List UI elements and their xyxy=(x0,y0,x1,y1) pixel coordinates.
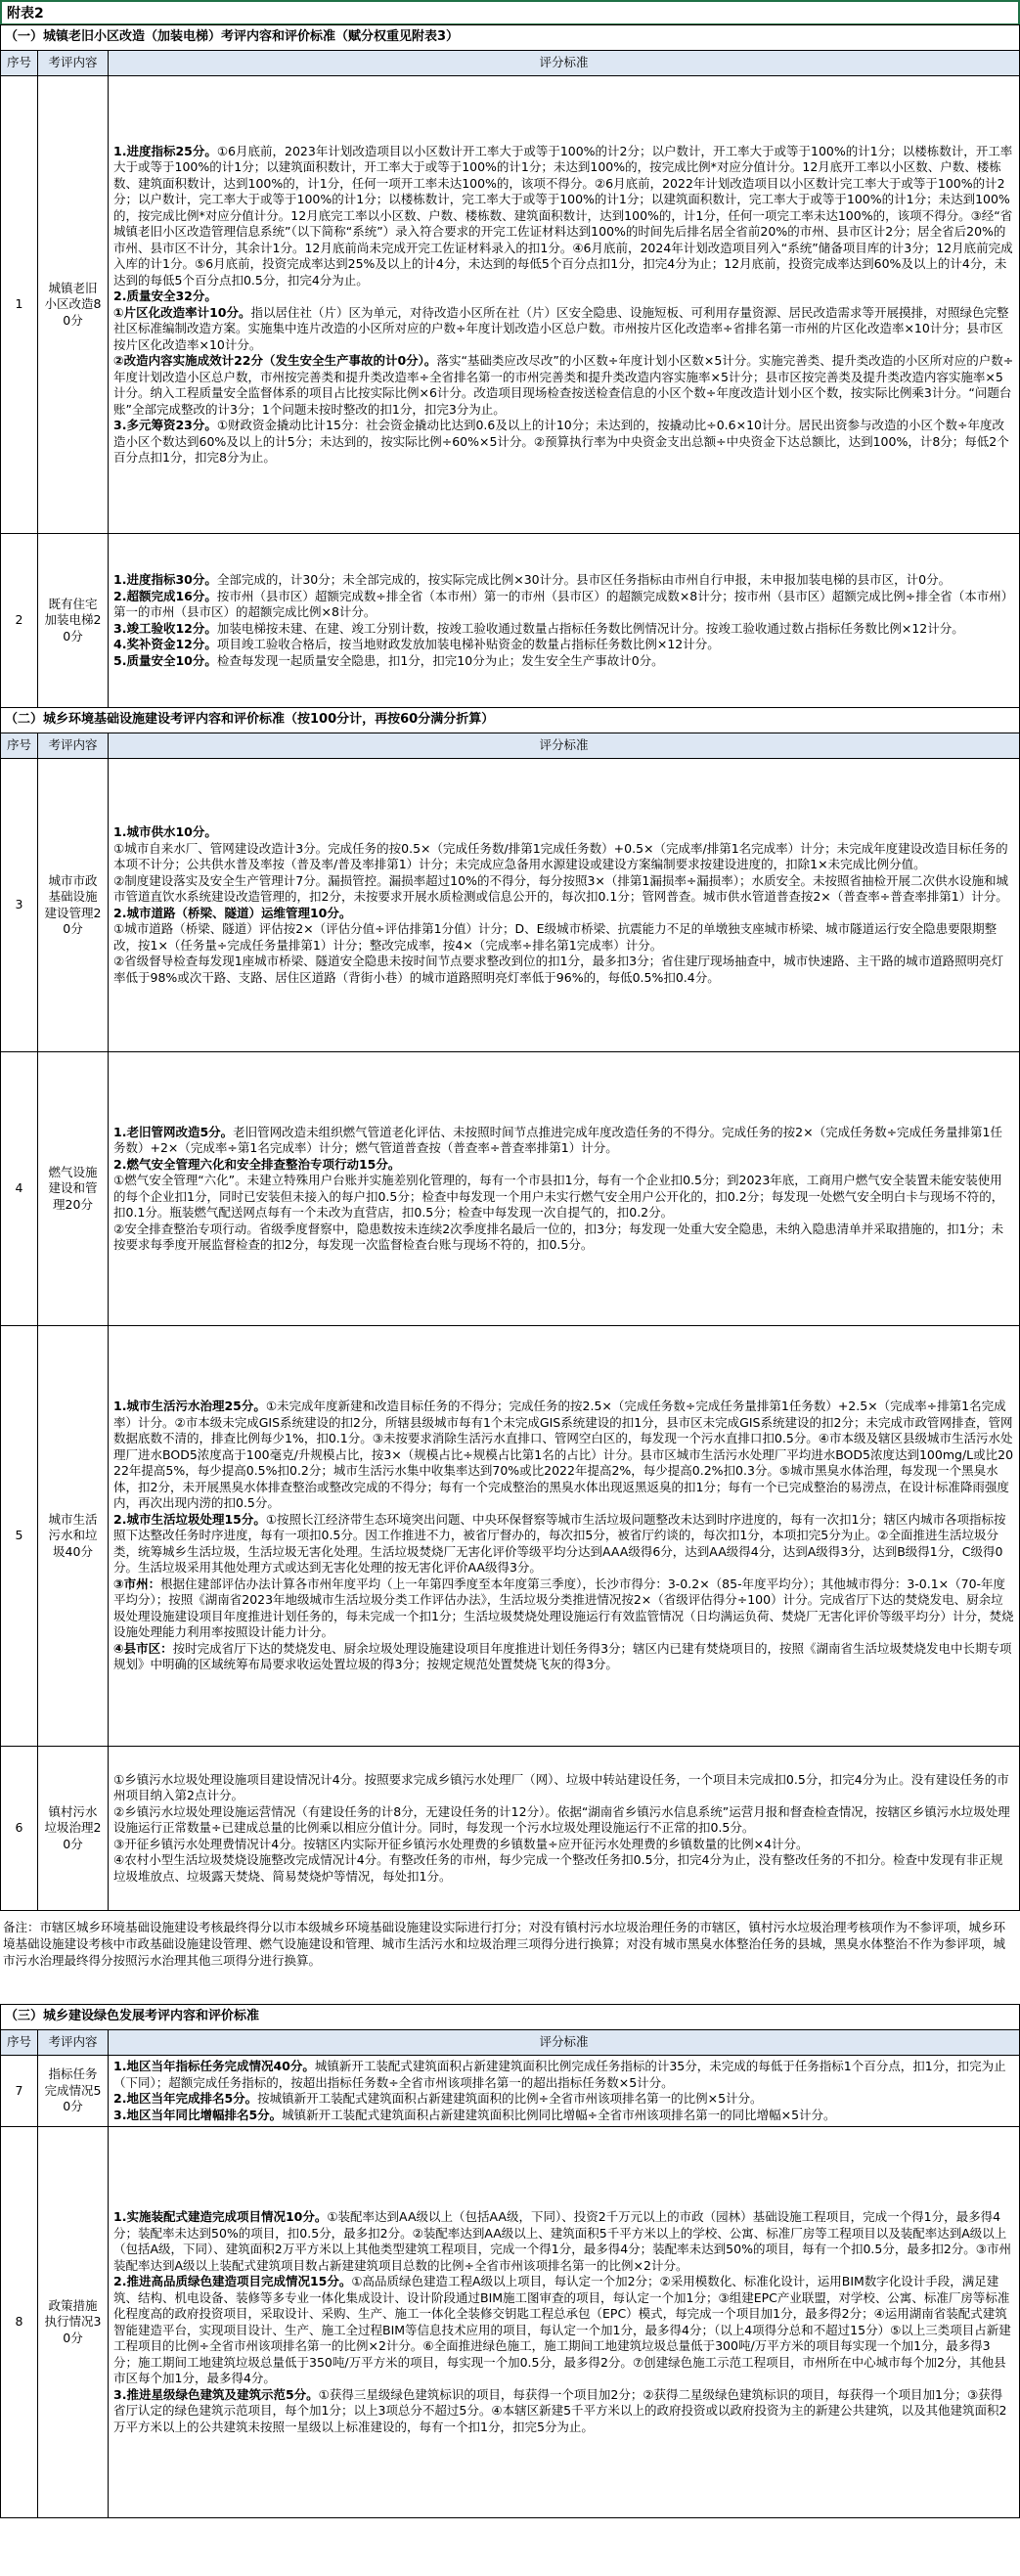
standard-text: ①财政资金撬动比计15分：社会资金撬动比达到0.6及以上的计10分；未达到的，按撬动比÷0.6×10计分。居民出资参与改造的小区个数÷年度改造小区个数达到60%及以上的计5分；未达到的，按实际比例÷60%×5计分。②预算执行率为中央资金支出总额÷中央资金下达总额比，达到100%，计8分；每低2个百分点扣1分，扣完8分为止。 xyxy=(113,418,1009,465)
standard-paragraph xyxy=(113,305,1014,354)
standard-paragraph xyxy=(113,572,1014,589)
standard-text: 按时完成省厅下达的焚烧发电、厨余垃圾处理设施建设项目年度推进计划任务得3分；辖区内已建有焚烧项目的，按照《湖南省生活垃圾焚烧发电中长期专项规划》中明确的区域统筹布局要求收运处置垃圾的得3分；按规定规范处置焚烧飞灰的得3分。 xyxy=(113,1640,1012,1672)
standard-paragraph xyxy=(113,418,1014,466)
standard-heading: 1.进度指标30分。 xyxy=(113,572,217,587)
standard-heading: ①片区化改造率计10分。 xyxy=(113,304,251,320)
section-heading-row xyxy=(1,2005,1020,2030)
standard-paragraph xyxy=(113,1125,1014,1157)
standard-heading: 2.城市生活垃圾处理15分。 xyxy=(113,1511,266,1527)
standard-text: ①装配率达到AA级以上（包括AA级，下同）、投资2千万元以上的市政（园林）基础设施工程项目，完成一个得1分，最多得4分；装配率未达到50%的项目，扣0.5分，最多扣2分。②装配率达到AA级以上、建筑面积5千平方米以上的学校、公寓、标准厂房等工程项目以及装配率达到A级以上（包括A级，下同）、建筑面积2万平方米以上其他类型建筑工程项目，完成一个得1分，最多得4分；装配率未达到50%的项目，每有一个扣0.5分，最多扣2分。③市州装配率达到A级以上装配式建筑项目数占新建建筑项目总数的比例÷全省市州该项排名第一的比例×2计分。 xyxy=(113,2209,1011,2273)
column-header-row xyxy=(1,51,1020,76)
standard-heading: 1.城市供水10分。 xyxy=(113,824,217,839)
standard-heading: 4.奖补资金12分。 xyxy=(113,637,217,651)
scoring-standard xyxy=(109,2056,1020,2127)
standard-paragraph xyxy=(113,954,1014,986)
standard-text: ①高品质绿色建造工程A级以上项目，每认定一个加2分；②采用模数化、标准化设计，运用BIM数字化设计手段，满足建筑、结构、机电设备、装修等多专业一体化集成设计、设计阶段通过BIM施工图审查的项目，每认定一个加1分；③组建EPC产业联盟，对学校、公寓、标准厂房等标准化程度高的政府投资项目，采取设计、采购、生产、施工一体化全装修交钥匙工程总承包（EPC）模式，每完成一个项目加1分，最多得2分；④运用湖南省装配式建筑智能建造平台，实现项目设计、生产、施工全过程BIM等信息技术应用的项目，每认定一个加1分，最多得4分；（以上4项得分总和不超过15分）⑤以上三类项目占新建工程项目的比例÷全省市州该项排名第一的比例×2计分。⑥全面推进绿色施工，施工期间工地建筑垃圾总量低于300吨/万平方米的项目每实现一个加1分，最多得3分；施工期间工地建筑垃圾总量低于350吨/万平方米的项目，每实现一个加0.5分，最多得2分。⑦创建绿色施工示范工程项目，市州所在中心城市每个加2分，其他县市区每个加1分，最多得4分。 xyxy=(113,2274,1011,2385)
column-header-row xyxy=(1,2030,1020,2056)
standard-paragraph xyxy=(113,2274,1014,2387)
standard-text: 根据住建部评估办法计算各市州年度平均（上一年第四季度至本年度第三季度），长沙市得分：3-0.2×（85-年度平均分）；其他城市得分：3-0.1×（70-年度平均分）；按照《湖南省2023年地级城市生活垃圾分类工作评估办法》，生活垃圾分类推进情况按2×（省级评估得分÷100）计分。完成省厅下达的焚烧发电、厨余垃圾处理设施建设项目年度推进计划任务的，每未完成一个扣1分；生活垃圾焚烧处理设施运行有效监管情况（日均满运负荷、焚烧厂无害化评价等级平均分）计分，焚烧设施处理能力利用率按照设计能力计分。 xyxy=(113,1576,1014,1640)
standard-paragraph xyxy=(113,841,1014,873)
standard-text: ②制度建设落实及安全生产管理计7分。漏损管控。漏损率超过10%的不得分，每分按照3×（排第1漏损率÷漏损率）；水质安全。未按照省抽检开展二次供水设施和城市管道直饮水系统建设改造管理的，扣2分，未按要求开展水质检测或信息公开的，每次扣0.1分；管网普查。城市供水管道普查按2×（普查率÷普查率排第1）计分。 xyxy=(113,872,1009,904)
standard-paragraph xyxy=(113,621,1014,638)
standard-text: 项目竣工验收合格后，按当地财政发放加装电梯补贴资金的数量占指标任务数比例×12计分。 xyxy=(216,637,720,651)
table-row xyxy=(1,1052,1020,1326)
assessment-item: 镇村污水垃圾治理20分 xyxy=(38,1747,109,1911)
standard-text: ②乡镇污水垃圾处理设施运营情况（有建设任务的计8分，无建设任务的计12分）。依据“湖南省乡镇污水信息系统”运营月报和督查检查情况，按辖区乡镇污水垃圾处理设施运行正常数量÷已建成总量的比例乘以相应分值计分。同时，每发现一个污水垃圾处理设施运行不正常的扣0.5分。 xyxy=(113,1803,1010,1836)
table-row xyxy=(1,1326,1020,1747)
standard-text: 城镇新开工装配式建筑面积占新建建筑面积比例同比增幅÷全省市州该项排名第一的同比增幅×5计分。 xyxy=(282,2107,836,2122)
row-number: 1 xyxy=(1,76,38,534)
standard-paragraph xyxy=(113,1641,1014,1673)
standard-heading: 1.城市生活污水治理25分。 xyxy=(113,1399,266,1414)
standard-paragraph xyxy=(113,1173,1014,1221)
standard-paragraph xyxy=(113,1399,1014,1512)
scoring-standard xyxy=(109,1326,1020,1747)
standard-paragraph xyxy=(113,2091,1014,2108)
standard-heading: 3.多元筹资23分。 xyxy=(113,418,217,432)
standard-text: ②省级督导检查每发现1座城市桥梁、隧道安全隐患未按时间节点要求整改到位的扣1分，最多扣3分；省住建厅现场抽查中，城市快速路、主干路的城市道路照明亮灯率低于98%或次干路、支路、居住区道路（背街小巷）的城市道路照明亮灯率低于96%的，每低0.5%扣0.4分。 xyxy=(113,954,1004,985)
assessment-item: 城镇老旧小区改造80分 xyxy=(38,76,109,534)
standard-text: ①按照长江经济带生态环境突出问题、中央环保督察等城市生活垃圾问题整改未达到时序进度的，每有一次扣1分；辖区内城市各项指标按照下达整改任务时序进度，每有一项扣0.5分。因工作推进不力，被省厅督办的，每次扣5分，被省厅约谈的，每次扣1分，本项扣完5分为止。②全面推进生活垃圾分类，统筹城乡生活垃圾，生活垃圾无害化处理。生活垃圾焚烧厂无害化评价等级平均分达到AAA级得6分，达到AA级得4分，达到A级得3分，达到B级得1分，C级得0分。生活垃圾采用其他处理方式或达到无害化处理的按无害化评价AA级得3分。 xyxy=(113,1511,1006,1576)
standard-heading: 1.实施装配式建造完成项目情况10分。 xyxy=(113,2209,328,2224)
column-header-standard: 评分标准 xyxy=(109,51,1020,76)
standard-text: 老旧管网改造未组织燃气管道老化评估、未按照时间节点推进完成年度改造任务的不得分。完成任务的按2×（完成任务数÷完成任务量排第1任务数）+2×（完成率÷第1名完成率）计分；燃气管道普查按（普查率÷普查率排第1）计分。 xyxy=(113,1124,1003,1155)
standard-heading: ③市州： xyxy=(113,1576,161,1591)
column-header-row xyxy=(1,733,1020,759)
remark-note: 备注：市辖区城乡环境基础设施建设考核最终得分以市本级城乡环境基础设施建设实际进行打分；对没有镇村污水垃圾治理任务的市辖区，镇村污水垃圾治理考核项作为不参评项，城乡环境基础设施建设考核中市政基础设施建设管理、燃气设施建设和管理、城市生活污水和垃圾治理三项得分进行换算；对没有城市黑臭水体整治任务的县城，黑臭水体整治不作为参评项，城市污水治理最终得分按照污水治理其他三项得分进行换算。 xyxy=(3,1920,1006,1968)
standard-text: ①城市道路（桥梁、隧道）评估按2×（评估分值÷评估排第1分值）计分；D、E级城市桥梁、抗震能力不足的单墩独支座城市桥梁、城市隧道运行安全隐患要限期整改，按1×（任务量÷完成任务量排第1）计分；整改完成率，按4×（完成率÷排名第1完成率）计分。 xyxy=(113,921,998,953)
standard-paragraph xyxy=(113,1157,1014,1174)
standard-heading: 3.地区当年同比增幅排名5分。 xyxy=(113,2107,283,2122)
row-number: 2 xyxy=(1,534,38,708)
row-number: 6 xyxy=(1,1747,38,1911)
assessment-item: 燃气设施建设和管理20分 xyxy=(38,1052,109,1326)
standard-heading: 3.推进星级绿色建筑及建筑示范5分。 xyxy=(113,2386,319,2402)
standard-heading: 5.质量安全10分。 xyxy=(113,652,217,668)
section-heading-row xyxy=(1,25,1020,51)
standard-text: ④农村小型生活垃圾焚烧设施整改完成情况计4分。有整改任务的市州，每少完成一个整改任务扣0.5分，扣完4分为止，没有整改任务的不扣分。检查中发现有非正规垃圾堆放点、垃圾露天焚烧、简易焚烧炉等情况，每处扣1分。 xyxy=(113,1852,1003,1884)
table-row xyxy=(1,2056,1020,2127)
standard-heading: 3.竣工验收12分。 xyxy=(113,620,217,636)
standard-heading: 2.地区当年完成排名5分。 xyxy=(113,2091,258,2106)
standard-paragraph xyxy=(113,144,1014,289)
row-number: 7 xyxy=(1,2056,38,2127)
section-heading: （三）城乡建设绿色发展考评内容和评价标准 xyxy=(1,2005,1020,2030)
standard-paragraph xyxy=(113,2059,1014,2091)
standard-paragraph xyxy=(113,1772,1014,1804)
standard-paragraph xyxy=(113,2387,1014,2436)
standard-paragraph xyxy=(113,906,1014,922)
section-heading: （一）城镇老旧小区改造（加装电梯）考评内容和评价标准（赋分权重见附表3） xyxy=(1,25,1020,51)
section-heading-row xyxy=(1,708,1020,733)
column-header-item: 考评内容 xyxy=(38,2030,109,2056)
table-row xyxy=(1,759,1020,1052)
standard-text: ①城市自来水厂、管网建设改造计3分。完成任务的按0.5×（完成任务数/排第1完成任务数）+0.5×（完成率/排第1名完成率）计分；未完成年度建设改造目标任务的本项不计分；公共供水普及率按（普及率/普及率排第1）计分；未完成应急备用水源建设或建设方案编制要求按建设进度的，扣除1×未完成比例分值。 xyxy=(113,840,1008,871)
standard-text: ①燃气安全管理“六化”。未建立特殊用户台账并实施差别化管理的，每有一个市县扣1分，每有一个企业扣0.5分；到2023年底，工商用户燃气安全装置未能安装使用的每个企业扣1分，同时已安装但未接入的每户扣0.5分；检查中每发现一个用户未实行燃气安全用户公开化的，扣0.2分；每发现一处燃气安全明白卡与现场不符的，扣0.1分。瓶装燃气配送网点每有一个未改为直营店，扣0.5分；检查中每发现一次自提气的，扣0.2分。 xyxy=(113,1173,1004,1220)
standard-paragraph xyxy=(113,2108,1014,2124)
row-number: 3 xyxy=(1,759,38,1052)
sheet-title[interactable]: 附表2 xyxy=(0,0,1020,25)
row-number: 5 xyxy=(1,1326,38,1747)
standard-paragraph xyxy=(113,1852,1014,1885)
section-heading: （二）城乡环境基础设施建设考评内容和评价标准（按100分计，再按60分满分折算） xyxy=(1,708,1020,733)
standard-text: 检查每发现一起质量安全隐患，扣1分，扣完10分为止；发生安全生产事故计0分。 xyxy=(216,652,664,668)
scoring-standard xyxy=(109,1747,1020,1911)
standard-heading: ④县市区： xyxy=(113,1640,173,1656)
scoring-standard xyxy=(109,759,1020,1052)
standard-text: ③开征乡镇污水处理费情况计4分。按辖区内实际开征乡镇污水处理费的乡镇数量÷应开征污水处理费的乡镇数量的比例×4计分。 xyxy=(113,1836,809,1851)
table-row xyxy=(1,534,1020,708)
standard-heading: 1.进度指标25分。 xyxy=(113,143,217,158)
section-table-2 xyxy=(0,707,1020,1911)
standard-text: 城镇新开工装配式建筑面积占新建建筑面积比例完成任务指标的计35分，未完成的每低于任务指标1个百分点，扣1分，扣完为止（下同）；超额完成任务指标的，按超出指标任务数÷全省市州该项排名第一的超出指标任务数×5计分。 xyxy=(113,2059,1006,2090)
standard-text: ①6月底前，2023年计划改造项目以小区数计开工率大于或等于100%的计2分；以户数计，开工率大于或等于100%的计1分；以楼栋数计，开工率大于或等于100%的计1分；以建筑面积数计，开工率大于或等于100%的计1分；未达到100%的，按完成比例*对应分值计分。12月底开工率以小区数、户数、楼栋数、建筑面积数计，达到100%的，计1分，任何一项开工率未达100%的，该项不得分。②6月底前，2022年计划改造项目以小区数计完工率大于或等于100%的计2分；以户数计，完工率大于或等于100%的计1分；以楼栋数计，完工率大于或等于100%的计1分；以建筑面积数计，完工率大于或等于100%的计1分；未达到100%的，按完成比例*对应分值计分。12月底完工率以小区数、户数、楼栋数、建筑面积数计，达到100%的，计1分，任何一项完工率未达100%的，该项不得分。③经“省城镇老旧小区改造管理信息系统”（以下简称“系统”）录入符合要求的开完工佐证材料达到100%的时间先后排名居全省前20%的市州、县市区计2分；居全省后20%的市州、县市区不计分，其余计1分。12月底前尚未完成开完工佐证材料录入的扣1分。④6月底前，2024年计划改造项目列入“系统”储备项目库的计3分；12月底前完成入库的计1分。⑤6月底前，投资完成率达到25%及以上的计4分，未达到的每低5个百分点扣1分，扣完4分为止；12月底前，投资完成率达到60%及以上的计4分，未达到的每低5个百分点扣0.5分，扣完4分为止。 xyxy=(113,143,1013,288)
standard-paragraph xyxy=(113,653,1014,670)
row-number: 4 xyxy=(1,1052,38,1326)
column-header-no: 序号 xyxy=(1,2030,38,2056)
standard-paragraph xyxy=(113,637,1014,653)
standard-heading: 2.超额完成16分。 xyxy=(113,588,217,603)
standard-paragraph xyxy=(113,1804,1014,1837)
standard-paragraph xyxy=(113,353,1014,418)
table-row xyxy=(1,2127,1020,2518)
column-header-item: 考评内容 xyxy=(38,733,109,759)
standard-text: ②安全排查整治专项行动。省级季度督察中，隐患数按未连续2次季度排名最后一位的，扣3分；每发现一处重大安全隐患，未纳入隐患清单并采取措施的，扣1分；未按要求每季度开展监督检查的扣2分，每发现一次监督检查台账与现场不符的，扣0.5分。 xyxy=(113,1221,1004,1252)
standard-heading: 1.地区当年指标任务完成情况40分。 xyxy=(113,2059,315,2073)
assessment-item: 既有住宅加装电梯20分 xyxy=(38,534,109,708)
scoring-standard xyxy=(109,1052,1020,1326)
standard-text: ①未完成年度新建和改造目标任务的不得分；完成任务的按2.5×（完成任务数÷完成任务量排第1任务数）+2.5×（完成率÷排第1名完成率）计分。②市本级未完成GIS系统建设的扣2分，所辖县级城市每有1个未完成GIS系统建设的扣1分，县市区未完成GIS系统建设的扣2分；未完成市政管网排查，管网数据底数不清的，排查比例每少1%，扣0.1分。③未按要求消除生活污水直排口、管网空白区的，每发现一个污水直排口扣0.5分。④市本级及辖区县级城市生活污水处理厂进水BOD5浓度高于100毫克/升规模占比，按3×（规模占比÷规模占比第1名的占比）计分。县市区城市生活污水处理厂平均进水BOD5浓度达到100mg/L或比2022年提高5%，每少提高0.5%扣0.2分；城市生活污水集中收集率达到70%或比2022年提高2%，每少提高0.2%扣0.3分。⑤城市黑臭水体治理，每发现一个黑臭水体，扣2分，未开展黑臭水体排查整治或整改完成的不得分；每有一个完成整治的黑臭水体出现返黑返臭的扣1分；每有一个已完成整治的易涝点，在设计标准降雨强度内，再次出现内涝的扣0.5分。 xyxy=(113,1399,1014,1511)
assessment-item: 政策措施执行情况30分 xyxy=(38,2127,109,2518)
standard-text: 指以居住社（片）区为单元，对待改造小区所在社（片）区安全隐患、设施短板、可利用存量资源、居民改造需求等开展摸排，对照绿色完整社区标准编制改造方案。实施集中连片改造的小区所对应的户数÷年度计划改造小区总户数。市州按片区化改造率÷省排名第一市州的片区化改造率×10计分；县市区按片区化改造率×10计分。 xyxy=(113,304,1009,352)
standard-paragraph xyxy=(113,1837,1014,1853)
column-header-no: 序号 xyxy=(1,733,38,759)
section-table-1 xyxy=(0,24,1020,708)
standard-text: ①获得三星级绿色建筑标识的项目，每获得一个项目加2分；②获得二星级绿色建筑标识的项目，每获得一个项目加1分；③获得省厅认定的绿色建筑示范项目，每个加1分；以上3项总分不超过5分。④本辖区新建5千平方米以上的政府投资或以政府投资为主的新建公共建筑，以及其他建筑面积2万平方米以上的公共建筑未按照一星级以上标准建设的，每有一个扣1分，扣完5分为止。 xyxy=(113,2386,1007,2434)
standard-paragraph xyxy=(113,1512,1014,1577)
section-table-3 xyxy=(0,2004,1020,2518)
standard-heading: 2.燃气安全管理六化和安全排查整治专项行动15分。 xyxy=(113,1156,401,1172)
standard-heading: 2.推进高品质绿色建造项目完成情况15分。 xyxy=(113,2274,352,2288)
standard-heading: 2.质量安全32分。 xyxy=(113,289,217,303)
spacer xyxy=(0,1991,1020,2005)
standard-paragraph xyxy=(113,921,1014,954)
scoring-standard xyxy=(109,2127,1020,2518)
standard-text: ①乡镇污水垃圾处理设施项目建设情况计4分。按照要求完成乡镇污水处理厂（网）、垃圾中转站建设任务，一个项目未完成扣0.5分，扣完4分为止。没有建设任务的市州项目纳入第2点计分。 xyxy=(113,1771,1009,1803)
standard-paragraph xyxy=(113,2209,1014,2274)
standard-paragraph xyxy=(113,873,1014,906)
assessment-item: 城市生活污水和垃圾40分 xyxy=(38,1326,109,1747)
scoring-standard xyxy=(109,76,1020,534)
standard-paragraph xyxy=(113,1221,1014,1254)
scoring-standard xyxy=(109,534,1020,708)
column-header-item: 考评内容 xyxy=(38,51,109,76)
standard-paragraph xyxy=(113,824,1014,841)
standard-heading: ②改造内容实施成效计22分（发生安全生产事故的计0分）。 xyxy=(113,353,437,368)
standard-heading: 2.城市道路（桥梁、隧道）运维管理10分。 xyxy=(113,905,352,920)
column-header-no: 序号 xyxy=(1,51,38,76)
standard-text: 落实“基础类应改尽改”的小区数÷年度计划小区数×5计分。实施完善类、提升类改造的小区所对应的户数÷年度计划改造小区总户数，市州按完善类和提升类改造率÷全省排名第一的市州完善类和提升类改造内容实施率×5计分；县市区按完善类及提升类改造内容实施率×5计分。纳入工程质量安全监督体系的项目占比按实际比例×6计分。改造项目现场检查按送检查信息的小区个数÷年度改造计划小区个数，按实际比例乘3计分。“问题台账”全部完成整改的计3分；1个问题未按时整改的扣1分，扣完3分为止。 xyxy=(113,353,1014,417)
row-number: 8 xyxy=(1,2127,38,2518)
standard-text: 加装电梯按未建、在建、竣工分别计数，按竣工验收通过数量占指标任务数比例情况计分。按竣工验收通过数占指标任务数比例×12计分。 xyxy=(216,620,964,636)
assessment-item: 城市市政基础设施建设管理20分 xyxy=(38,759,109,1052)
column-header-standard: 评分标准 xyxy=(109,733,1020,759)
assessment-item: 指标任务完成情况50分 xyxy=(38,2056,109,2127)
standard-paragraph xyxy=(113,289,1014,305)
standard-heading: 1.老旧管网改造5分。 xyxy=(113,1124,234,1139)
table-row xyxy=(1,1747,1020,1911)
column-header-standard: 评分标准 xyxy=(109,2030,1020,2056)
standard-paragraph xyxy=(113,589,1014,621)
table-row xyxy=(1,76,1020,534)
standard-paragraph xyxy=(113,1577,1014,1641)
standard-text: 按城镇新开工装配式建筑面积占新建建筑面积的比例÷全省市州该项排名第一的比例×5计分。 xyxy=(257,2091,763,2106)
standard-text: 按市州（县市区）超额完成数÷排全省（本市州）第一的市州（县市区）的超额完成数×8计分；按市州（县市区）超额完成比例÷排全省（本市州）第一的市州（县市区）的超额完成比例×8计分。 xyxy=(113,588,1014,619)
standard-text: 全部完成的，计30分；未全部完成的，按实际完成比例×30计分。县市区任务指标由市州自行申报，未申报加装电梯的县市区，计0分。 xyxy=(216,572,952,587)
